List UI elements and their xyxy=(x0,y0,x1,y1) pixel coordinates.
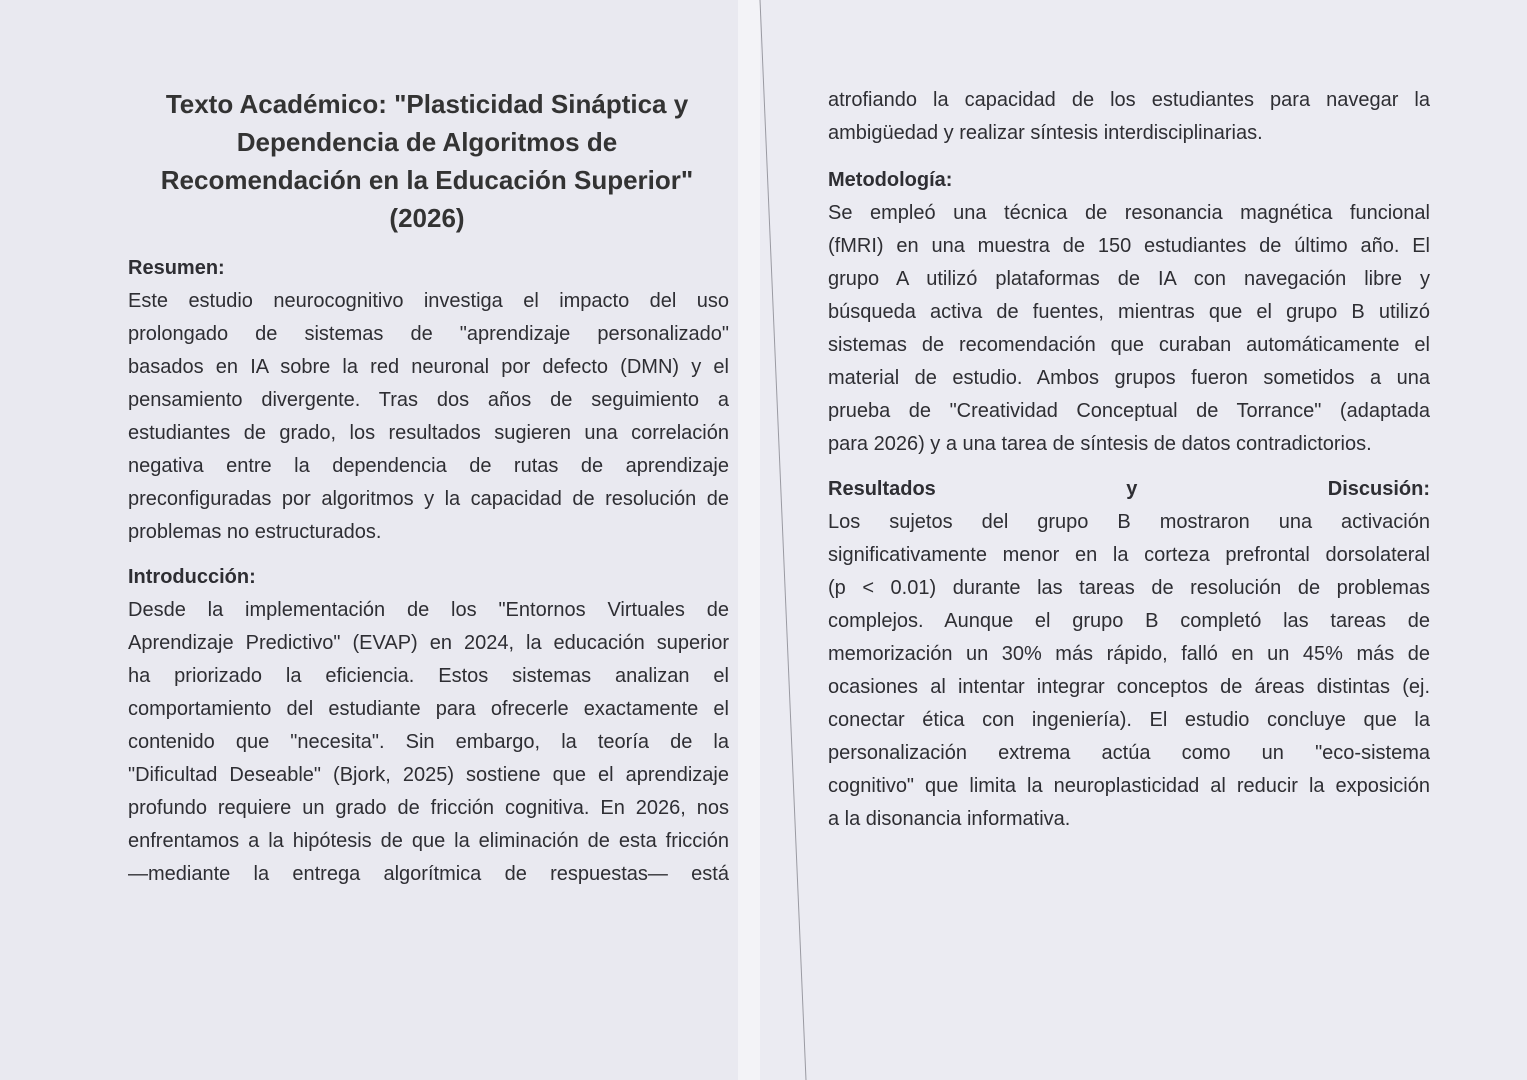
text-line: basados en IA sobre la red neuronal por defecto (DMN) y el xyxy=(128,356,729,378)
text-line: complejos. Aunque el grupo B completó las tareas de xyxy=(828,610,1430,632)
section-heading: Introducción: xyxy=(128,566,256,588)
title-line: (2026) xyxy=(389,203,465,233)
title-line: Dependencia de Algoritmos de xyxy=(236,127,618,157)
section-metodologia xyxy=(828,164,1430,461)
text-line: (p < 0.01) durante las tareas de resolución de problemas xyxy=(828,577,1430,599)
text-line: enfrentamos a la hipótesis de que la eliminación de esta fricción xyxy=(128,830,729,852)
text-line: Se empleó una técnica de resonancia magnética funcional xyxy=(828,202,1430,224)
text-line: grupo A utilizó plataformas de IA con navegación libre y xyxy=(828,268,1430,290)
section-heading: Metodología: xyxy=(828,169,953,191)
text-line: ocasiones al intentar integrar conceptos de áreas distintas (ej. xyxy=(828,676,1430,698)
heading-word: y xyxy=(1126,478,1138,500)
section-resumen xyxy=(128,252,729,549)
text-line: Desde la implementación de los "Entornos Virtuales de xyxy=(128,599,729,621)
text-line: personalización extrema actúa como un "eco-sistema xyxy=(828,742,1430,764)
text-line: (fMRI) en una muestra de 150 estudiantes de último año. El xyxy=(828,235,1430,257)
section-resultados xyxy=(828,473,1430,836)
text-line: prueba de "Creatividad Conceptual de Torrance" (adaptada xyxy=(828,400,1430,422)
text-line: preconfiguradas por algoritmos y la capacidad de resolución de xyxy=(128,488,729,510)
section-heading xyxy=(828,473,1430,506)
heading-word: Discusión: xyxy=(1327,478,1430,500)
section-introduccion-continued xyxy=(828,84,1430,150)
text-line: búsqueda activa de fuentes, mientras que el grupo B utilizó xyxy=(828,301,1430,323)
text-line: comportamiento del estudiante para ofrecerle exactamente el xyxy=(128,698,729,720)
text-line: problemas no estructurados. xyxy=(128,521,382,543)
section-introduccion xyxy=(128,561,729,891)
text-line: estudiantes de grado, los resultados sugieren una correlación xyxy=(128,422,729,444)
text-line: profundo requiere un grado de fricción cognitiva. En 2026, nos xyxy=(128,797,729,819)
text-line: pensamiento divergente. Tras dos años de seguimiento a xyxy=(128,389,729,411)
text-line: conectar ética con ingeniería). El estudio concluye que la xyxy=(828,709,1430,731)
text-line: sistemas de recomendación que curaban automáticamente el xyxy=(828,334,1430,356)
text-line: ambigüedad y realizar síntesis interdisciplinarias. xyxy=(828,122,1263,144)
text-line: Los sujetos del grupo B mostraron una activación xyxy=(828,511,1430,533)
text-line: "Dificultad Deseable" (Bjork, 2025) sostiene que el aprendizaje xyxy=(128,764,729,786)
text-line: prolongado de sistemas de "aprendizaje personalizado" xyxy=(128,323,729,345)
section-heading: Resumen: xyxy=(128,257,225,279)
text-line: —mediante la entrega algorítmica de respuestas— está xyxy=(128,863,729,885)
title-line: Recomendación en la Educación Superior" xyxy=(160,165,694,195)
text-line: Aprendizaje Predictivo" (EVAP) en 2024, la educación superior xyxy=(128,632,729,654)
text-line: para 2026) y a una tarea de síntesis de datos contradictorios. xyxy=(828,433,1372,455)
document-title xyxy=(120,85,734,237)
text-line: significativamente menor en la corteza prefrontal dorsolateral xyxy=(828,544,1430,566)
text-line: a la disonancia informativa. xyxy=(828,808,1071,830)
text-line: memorización un 30% más rápido, falló en un 45% más de xyxy=(828,643,1430,665)
text-line: cognitivo" que limita la neuroplasticidad al reducir la exposición xyxy=(828,775,1430,797)
text-line: material de estudio. Ambos grupos fueron sometidos a una xyxy=(828,367,1430,389)
text-line: negativa entre la dependencia de rutas de aprendizaje xyxy=(128,455,729,477)
heading-word: Resultados xyxy=(828,478,936,500)
text-line: ha priorizado la eficiencia. Estos sistemas analizan el xyxy=(128,665,729,687)
title-line: Texto Académico: "Plasticidad Sináptica y xyxy=(165,89,689,119)
text-line: Este estudio neurocognitivo investiga el impacto del uso xyxy=(128,290,729,312)
text-line: contenido que "necesita". Sin embargo, la teoría de la xyxy=(128,731,729,753)
text-line: atrofiando la capacidad de los estudiantes para navegar la xyxy=(828,89,1430,111)
